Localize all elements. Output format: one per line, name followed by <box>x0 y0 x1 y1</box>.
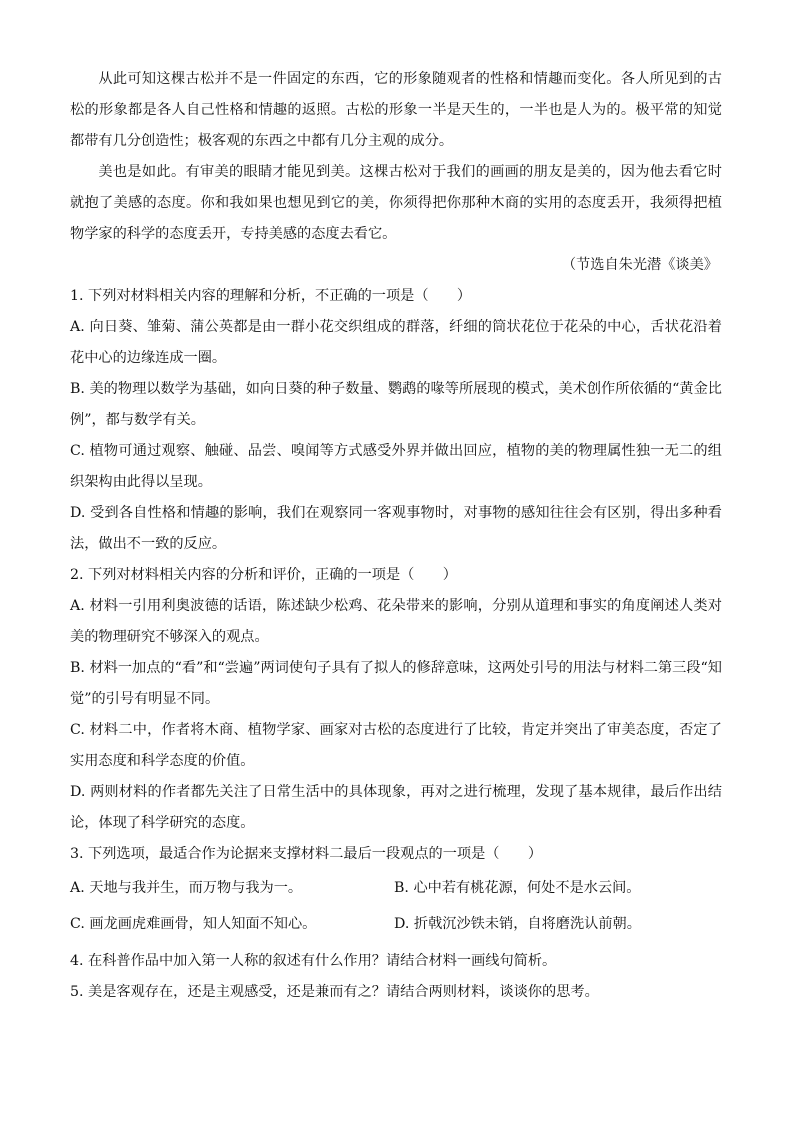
question-5: 5. 美是客观存在，还是主观感受，还是兼而有之？请结合两则材料，谈谈你的思考。 <box>70 984 599 1000</box>
question-1-stem: 1. 下列对材料相关内容的理解和分析，不正确的一项是（ ） <box>70 288 472 304</box>
question-2-option-b: B. 材料一加点的“看”和“尝遍”两词使句子具有了拟人的修辞意味，这两处引号的用法与材料二第三段“知觉”的引号有明显不同。 <box>70 660 722 707</box>
passage-paragraph-1: 从此可知这棵古松并不是一件固定的东西，它的形象随观者的性格和情趣而变化。各人所见到的古松的形象都是各人自己性格和情趣的返照。古松的形象一半是天生的，一半也是人为的。极平常的知觉都带有几分创造性；极客观的东西之中都有几分主观的成分。 <box>70 71 722 149</box>
question-3-option-a: A. 天地与我并生，而万物与我为一。 <box>70 880 303 896</box>
question-3-stem: 3. 下列选项，最适合作为论据来支撑材料二最后一段观点的一项是（ ） <box>70 846 543 862</box>
question-1-option-c: C. 植物可通过观察、触碰、品尝、嗅闻等方式感受外界并做出回应，植物的美的物理属性独一无二的组织架构由此得以呈现。 <box>70 443 722 490</box>
question-3-options-row-1 <box>70 870 722 906</box>
document-page <box>70 64 722 1008</box>
question-1-option-d: D. 受到各自性格和情趣的影响，我们在观察同一客观事物时，对事物的感知往往会有区别，得出多种看法，做出不一致的反应。 <box>70 505 722 552</box>
question-3-option-b: B. 心中若有桃花源，何处不是水云间。 <box>394 880 641 896</box>
question-2-option-d: D. 两则材料的作者都先关注了日常生活中的具体现象，再对之进行梳理，发现了基本规律，最后作出结论，体现了科学研究的态度。 <box>70 784 722 831</box>
question-2-stem: 2. 下列对材料相关内容的分析和评价，正确的一项是（ ） <box>70 567 457 583</box>
passage-paragraph-2: 美也是如此。有审美的眼睛才能见到美。这棵古松对于我们的画画的朋友是美的，因为他去看它时就抱了美感的态度。你和我如果也想见到它的美，你须得把你那种木商的实用的态度丢开，我须得把植物学家的科学的态度丢开，专持美感的态度去看它。 <box>70 164 722 242</box>
question-4: 4. 在科普作品中加入第一人称的叙述有什么作用？请结合材料一画线句简析。 <box>70 953 557 969</box>
question-3-option-d: D. 折戟沉沙铁未销，自将磨洗认前朝。 <box>394 916 641 932</box>
source-citation: （节选自朱光潜《谈美》 <box>561 257 718 273</box>
question-1-option-a: A. 向日葵、雏菊、蒲公英都是由一群小花交织组成的群落，纤细的筒状花位于花朵的中心，舌状花沿着花中心的边缘连成一圈。 <box>70 319 722 366</box>
question-2-option-c: C. 材料二中，作者将木商、植物学家、画家对古松的态度进行了比较，肯定并突出了审美态度，否定了实用态度和科学态度的价值。 <box>70 722 722 769</box>
question-2-option-a: A. 材料一引用利奥波德的话语，陈述缺少松鸡、花朵带来的影响，分别从道理和事实的角度阐述人类对美的物理研究不够深入的观点。 <box>70 598 722 645</box>
question-1-option-b: B. 美的物理以数学为基础，如向日葵的种子数量、鹦鹉的喙等所展现的模式，美术创作所依循的“黄金比例”，都与数学有关。 <box>70 381 722 428</box>
question-3-option-c: C. 画龙画虎难画骨，知人知面不知心。 <box>70 916 317 932</box>
question-3-options-row-2 <box>70 906 722 942</box>
